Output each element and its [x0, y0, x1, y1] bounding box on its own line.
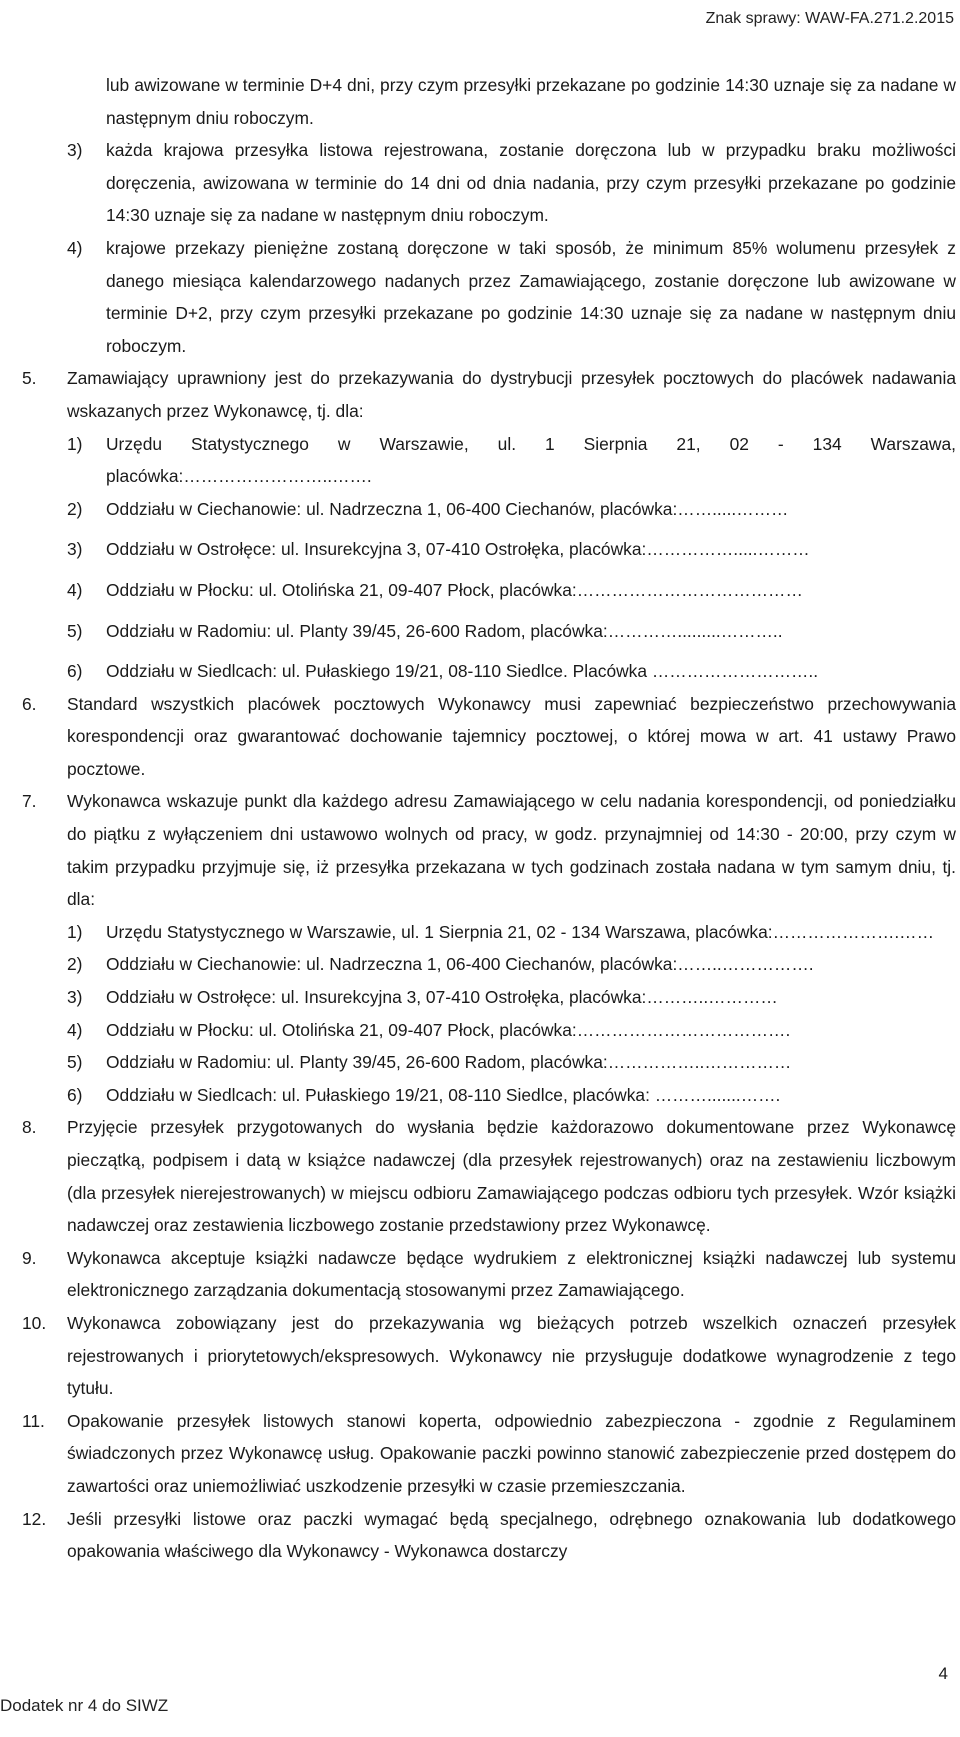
- item-text: Wykonawca wskazuje punkt dla każdego adresu Zamawiającego w celu nadania korespondencji, od poniedziałku do piątku z wyłączeniem dni ustawowo wolnych od pracy, w godz. przynajmniej od 14:30 - 20:00, przy czym w takim przypadku przyjmuje się, iż przesyłka przekazana w tych godzinach została nadana w tym samym dniu, tj. dla:: [67, 791, 956, 910]
- office-text: Oddziału w Płocku: ul. Otolińska 21, 09-407 Płock, placówka:……………………………….: [106, 1019, 791, 1040]
- office-number: 5): [67, 620, 83, 641]
- office-item: [67, 948, 956, 981]
- item-6: [22, 688, 956, 786]
- office-text: Oddziału w Ostrołęce: ul. Insurekcyjna 3, 07-410 Ostrołęka, placówka:…………….....………: [106, 539, 810, 560]
- item-text: Standard wszystkich placówek pocztowych Wykonawcy musi zapewniać bezpieczeństwo przechowywania korespondencji oraz gwarantować dochowanie tajemnicy pocztowej, o której mowa w art. 41 ustawy Prawo pocztowe.: [67, 693, 956, 779]
- sub-item-text: krajowe przekazy pieniężne zostaną doręczone w taki sposób, że minimum 85% wolumenu przesyłek z danego miesiąca kalendarzowego nadanych przez Zamawiającego, zostanie doręczone lub awizowane w terminie D+2, przy czym przesyłki przekazane po godzinie 14:30 uznaje się za nadane w następnym dniu roboczym.: [106, 237, 956, 356]
- continuation-text: lub awizowane w terminie D+4 dni, przy czym przesyłki przekazane po godzinie 14:30 uznaje się za nadane w następnym dniu roboczym.: [106, 75, 956, 128]
- page-number: 4: [938, 1664, 948, 1683]
- item-number: 11.: [22, 1410, 45, 1431]
- sub-item-text: każda krajowa przesyłka listowa rejestrowana, zostanie doręczona lub w przypadku braku możliwości doręczenia, awizowana w terminie do 14 dni od dnia nadania, przy czym przesyłki przekazane po godzinie 14:30 uznaje się za nadane w następnym dniu roboczym.: [106, 140, 956, 226]
- item-12: [22, 1503, 956, 1568]
- item-number: 12.: [22, 1508, 47, 1529]
- office-number: 6): [67, 1084, 83, 1105]
- item-number: 5.: [22, 368, 37, 389]
- item-number: 8.: [22, 1117, 37, 1138]
- item-text: Opakowanie przesyłek listowych stanowi koperta, odpowiednio zabezpieczona - zgodnie z Regulaminem świadczonych przez Wykonawcę usług. Opakowanie paczki powinno stanowić zabezpieczenie przed dostępem do zawartości oraz uniemożliwiać uszkodzenie przesyłki w czasie przemieszczania.: [67, 1410, 956, 1496]
- office-item: [67, 533, 956, 566]
- office-item: [67, 916, 956, 949]
- item-8: [22, 1111, 956, 1241]
- office-item: [67, 615, 956, 648]
- office-item: [67, 655, 956, 688]
- item-7: [22, 785, 956, 915]
- office-text: Urzędu Statystycznego w Warszawie, ul. 1 Sierpnia 21, 02 - 134 Warszawa, placówka:………………….……: [106, 921, 934, 942]
- office-item: [67, 1046, 956, 1079]
- sub-item-number: 4): [67, 237, 83, 258]
- office-number: 2): [67, 498, 83, 519]
- sub-item-number: 3): [67, 140, 83, 161]
- office-item: [67, 574, 956, 607]
- item-text: Przyjęcie przesyłek przygotowanych do wysłania będzie każdorazowo dokumentowane przez Wykonawcę pieczątką, podpisem i datą w książce nadawczej (dla przesyłek rejestrowanych) oraz na zestawieniu liczbowym (dla przesyłek nierejestrowanych) w miejscu odbioru Zamawiającego podczas odbioru tych przesyłek. Wzór książki nadawczej oraz zestawienia liczbowego zostanie przedstawiony przez Wykonawcę.: [67, 1117, 956, 1236]
- sub-item-4: [67, 232, 956, 362]
- office-text: Oddziału w Ciechanowie: ul. Nadrzeczna 1, 06-400 Ciechanów, placówka:…….....………: [106, 498, 789, 519]
- office-text: Oddziału w Płocku: ul. Otolińska 21, 09-407 Płock, placówka:…………………………………: [106, 579, 803, 600]
- office-item: [67, 1014, 956, 1047]
- office-number: 6): [67, 661, 83, 682]
- office-text: Oddziału w Radomiu: ul. Planty 39/45, 26-600 Radom, placówka:………….........………..: [106, 620, 783, 641]
- office-number: 4): [67, 1019, 83, 1040]
- item-5: [22, 362, 956, 427]
- office-text: Oddziału w Siedlcach: ul. Pułaskiego 19/21, 08-110 Siedlce. Placówka ………………………..: [106, 661, 819, 682]
- item-number: 10.: [22, 1312, 47, 1333]
- office-item: [67, 428, 956, 493]
- office-text: Oddziału w Radomiu: ul. Planty 39/45, 26-600 Radom, placówka:……………..……………: [106, 1052, 792, 1073]
- office-text: Oddziału w Ostrołęce: ul. Insurekcyjna 3, 07-410 Ostrołęka, placówka:………..…………: [106, 987, 778, 1008]
- office-number: 4): [67, 579, 83, 600]
- item-number: 7.: [22, 791, 37, 812]
- office-number: 2): [67, 954, 83, 975]
- item-text: Wykonawca akceptuje książki nadawcze będące wydrukiem z elektronicznej książki nadawczej lub systemu elektronicznego zarządzania dokumentacją stosowanymi przez Zamawiającego.: [67, 1247, 956, 1301]
- item-9: [22, 1242, 956, 1307]
- office-number: 1): [67, 433, 83, 454]
- item-number: 6.: [22, 693, 37, 714]
- office-text: Oddziału w Ciechanowie: ul. Nadrzeczna 1, 06-400 Ciechanów, placówka:……..…………….: [106, 954, 814, 975]
- office-number: 3): [67, 987, 83, 1008]
- office-item: [67, 493, 956, 526]
- document-body: [0, 69, 960, 1568]
- office-text: Urzędu Statystycznego w Warszawie, ul. 1 Sierpnia 21, 02 - 134 Warszawa, placówka:……………………..…….: [106, 433, 956, 487]
- item-10: [22, 1307, 956, 1405]
- page-footer-label: Dodatek nr 4 do SIWZ: [0, 1696, 169, 1715]
- page-header-case-ref: Znak sprawy: WAW-FA.271.2.2015: [705, 10, 954, 27]
- item-text: Wykonawca zobowiązany jest do przekazywania wg bieżących potrzeb wszelkich oznaczeń przesyłek rejestrowanych i priorytetowych/ekspresowych. Wykonawcy nie przysługuje dodatkowe wynagrodzenie z tego tytułu.: [67, 1312, 956, 1399]
- office-number: 5): [67, 1052, 83, 1073]
- item-text: Jeśli przesyłki listowe oraz paczki wymagać będą specjalnego, odrębnego oznakowania lub dodatkowego opakowania właściwego dla Wykonawcy - Wykonawca dostarczy: [67, 1508, 956, 1562]
- item-11: [22, 1405, 956, 1503]
- office-number: 3): [67, 539, 83, 560]
- sub-item-3: [67, 134, 956, 232]
- item-text: Zamawiający uprawniony jest do przekazywania do dystrybucji przesyłek pocztowych do placówek nadawania wskazanych przez Wykonawcę, tj. dla:: [67, 368, 956, 421]
- item-number: 9.: [22, 1247, 37, 1268]
- office-text: Oddziału w Siedlcach: ul. Pułaskiego 19/21, 08-110 Siedlce, placówka: ……….......…….: [106, 1084, 781, 1105]
- office-item: [67, 1079, 956, 1112]
- office-number: 1): [67, 921, 83, 942]
- office-item: [67, 981, 956, 1014]
